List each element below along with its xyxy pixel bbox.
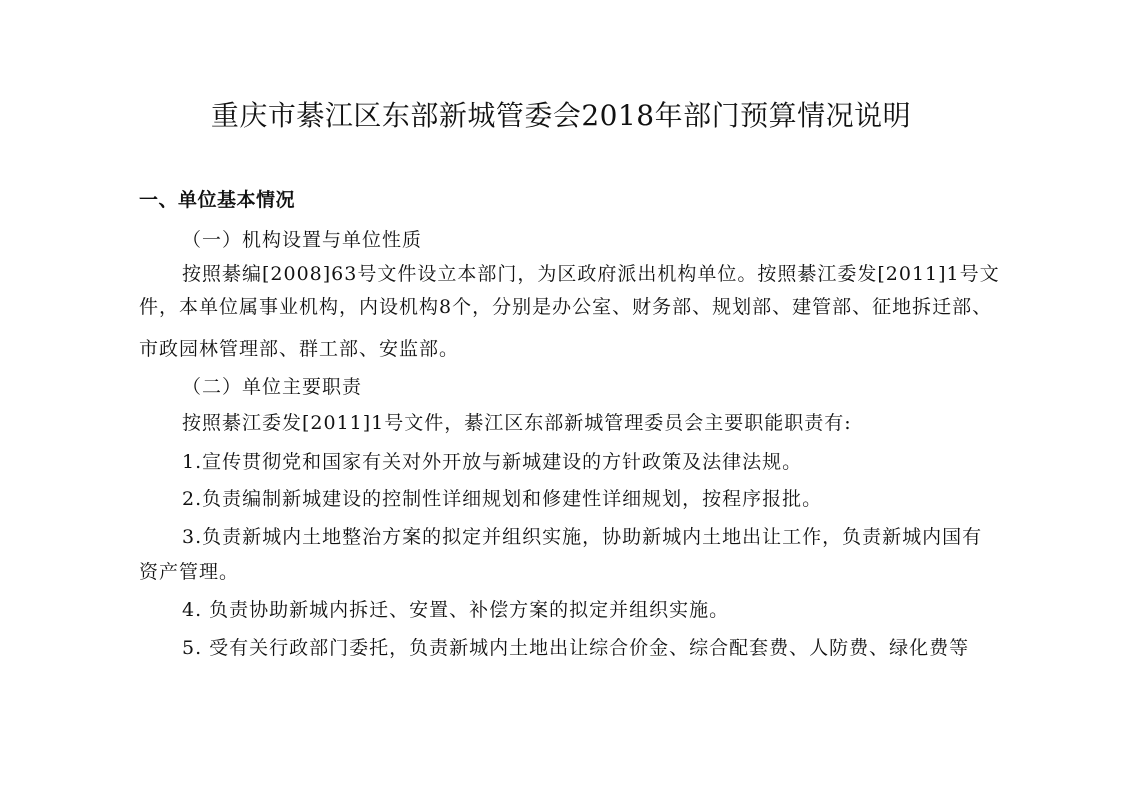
duty-item: 1.宣传贯彻党和国家有关对外开放与新城建设的方针政策及法律法规。 bbox=[182, 451, 803, 473]
duty-item: 3.负责新城内土地整治方案的拟定并组织实施，协助新城内土地出让工作，负责新城内国有 bbox=[182, 526, 983, 548]
document-title: 重庆市綦江区东部新城管委会2018年部门预算情况说明 bbox=[210, 99, 912, 132]
paragraph-line: 按照綦江委发[2011]1号文件，綦江区东部新城管理委员会主要职能职责有: bbox=[182, 412, 852, 434]
paragraph-line: 市政园林管理部、群工部、安监部。 bbox=[139, 338, 460, 360]
duty-item: 5. 受有关行政部门委托，负责新城内土地出让综合价金、综合配套费、人防费、绿化费等 bbox=[182, 637, 970, 659]
duty-item: 2.负责编制新城建设的控制性详细规划和修建性详细规划，按程序报批。 bbox=[182, 488, 823, 510]
subsection-heading-organization: （一）机构设置与单位性质 bbox=[182, 229, 423, 251]
duty-item-continuation: 资产管理。 bbox=[139, 561, 240, 583]
subsection-heading-duties: （二）单位主要职责 bbox=[182, 376, 363, 398]
duty-item: 4. 负责协助新城内拆迁、安置、补偿方案的拟定并组织实施。 bbox=[182, 599, 730, 621]
paragraph-line: 件，本单位属事业机构，内设机构8个，分别是办公室、财务部、规划部、建管部、征地拆迁部、 bbox=[139, 296, 993, 318]
section-heading-basic-info: 一、单位基本情况 bbox=[139, 189, 296, 211]
paragraph-line: 按照綦编[2008]63号文件设立本部门，为区政府派出机构单位。按照綦江委发[2011]1号文 bbox=[182, 263, 1000, 285]
